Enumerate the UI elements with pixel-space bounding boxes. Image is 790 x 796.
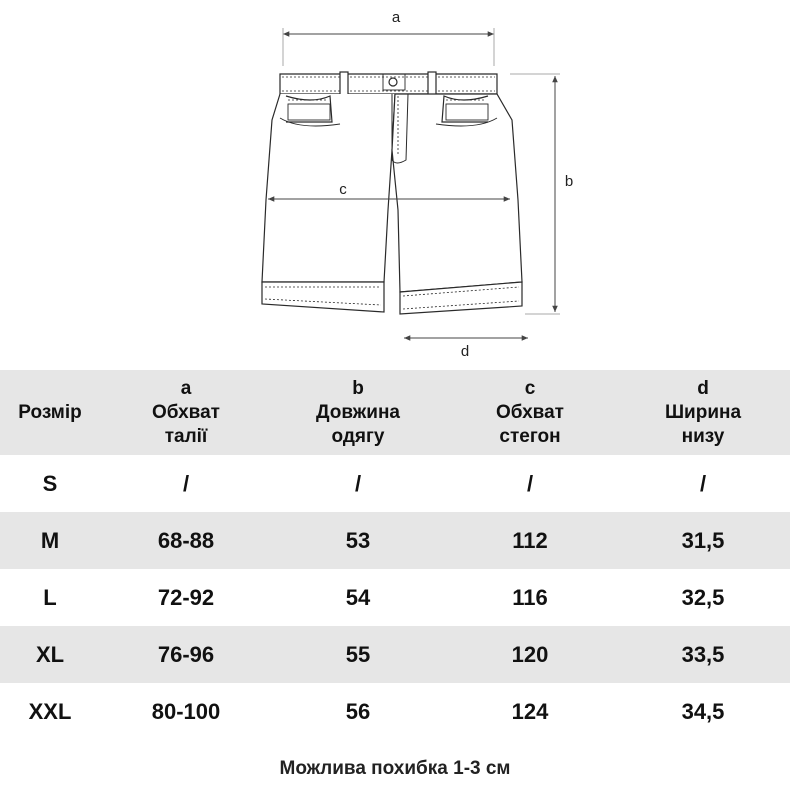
cell-b: 53 — [345, 527, 371, 553]
shorts-measurement-diagram — [0, 0, 790, 370]
header-col-b — [272, 370, 444, 455]
cell-d: 33,5 — [681, 641, 725, 667]
header-letter-c: c — [524, 377, 536, 399]
header-col-d — [616, 370, 790, 455]
dim-label-b: b — [564, 173, 574, 190]
cell-d: 32,5 — [681, 584, 725, 610]
header-letter-b: b — [352, 377, 364, 399]
cell-c: 120 — [511, 641, 549, 667]
header-name-a: Обхват талії — [152, 401, 220, 447]
cell-b: / — [354, 470, 362, 496]
cell-a: 68-88 — [157, 527, 215, 553]
size-chart-table — [0, 370, 790, 740]
shorts-drawing — [262, 72, 522, 314]
header-name-c: Обхват стегон — [496, 401, 564, 447]
cell-size: XL — [35, 641, 65, 667]
table-row — [0, 512, 790, 569]
dim-label-d: d — [460, 343, 470, 360]
cell-a: / — [182, 470, 190, 496]
cell-b: 56 — [345, 698, 371, 724]
cell-a: 72-92 — [157, 584, 215, 610]
header-col-a — [100, 370, 272, 455]
cell-d: 31,5 — [681, 527, 725, 553]
header-name-b: Довжина одягу — [316, 401, 400, 447]
cell-c: / — [526, 470, 534, 496]
table-header-row — [0, 370, 790, 455]
cell-size: L — [43, 584, 57, 610]
cell-a: 80-100 — [151, 698, 221, 724]
cell-b: 54 — [345, 584, 371, 610]
table-row — [0, 626, 790, 683]
dim-label-a: a — [391, 9, 401, 26]
cell-d: / — [699, 470, 707, 496]
cell-size: S — [42, 470, 58, 496]
cell-c: 112 — [512, 527, 548, 553]
cell-c: 116 — [512, 584, 548, 610]
cell-b: 55 — [345, 641, 371, 667]
cell-d: 34,5 — [681, 698, 725, 724]
header-letter-d: d — [697, 377, 709, 399]
table-row — [0, 455, 790, 512]
cell-c: 124 — [511, 698, 549, 724]
header-size: Розмір — [18, 401, 82, 423]
dim-label-c: c — [339, 181, 347, 198]
cell-size: XXL — [28, 698, 72, 724]
cell-a: 76-96 — [157, 641, 215, 667]
header-name-d: Ширина низу — [664, 401, 742, 447]
cell-size: M — [40, 527, 60, 553]
table-row — [0, 569, 790, 626]
header-col-c — [444, 370, 616, 455]
header-letter-a: a — [180, 377, 192, 399]
table-row — [0, 683, 790, 740]
measurement-error-note: Можлива похибка 1-3 см — [279, 758, 511, 779]
